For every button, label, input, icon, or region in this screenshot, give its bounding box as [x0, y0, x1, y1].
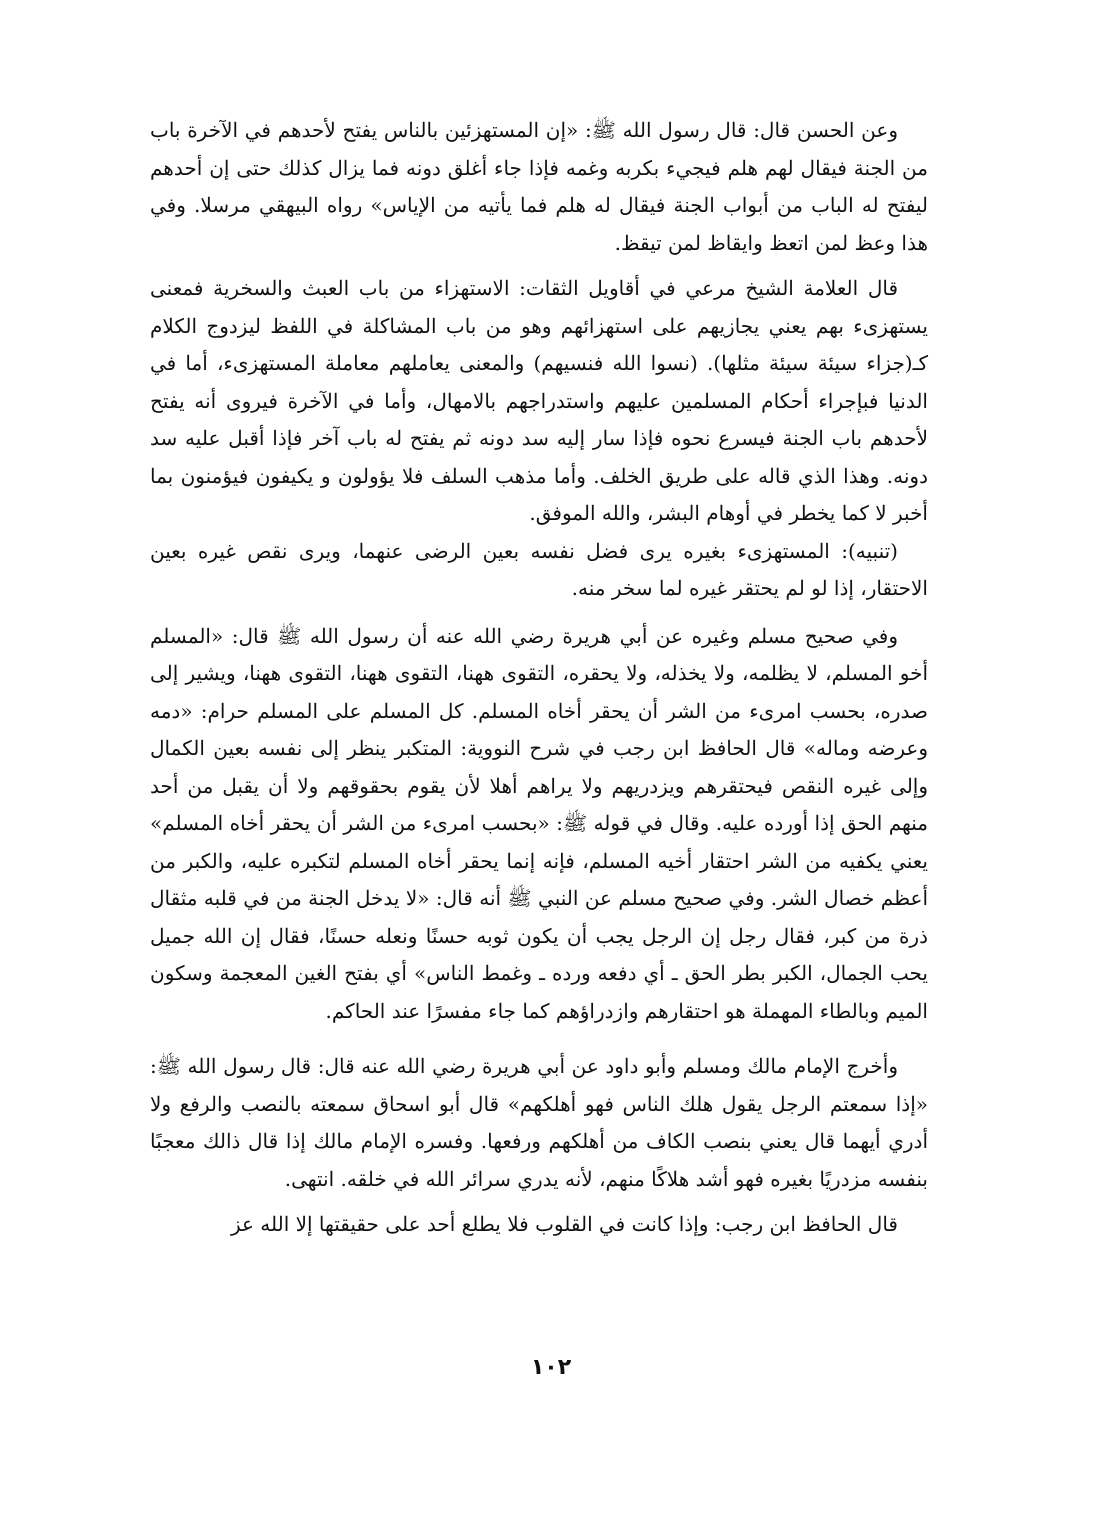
- page-body: [150, 112, 928, 1244]
- paragraph-muslim-hadith: وفي صحيح مسلم وغيره عن أبي هريرة رضي الله عنه أن رسول الله ﷺ قال: «المسلم أخو المسلم، لا يظلمه، ولا يخذله، ولا يحقره، التقوى ههنا، التقوى ههنا، التقوى ههنا، ويشير إلى صدره، بحسب امرىء من الشر أن يحقر أخاه المسلم. كل المسلم على المسلم حرام: «دمه وعرضه وماله» قال الحافظ ابن رجب في شرح النووية: المتكبر ينظر إلى نفسه بعين الكمال وإلى غيره النقص فيحتقرهم ويزدريهم ولا يراهم أهلا لأن يقوم بحقوقهم ولا أن يقبل من أحد منهم الحق إذا أورده عليه. وقال في قوله ﷺ: «بحسب امرىء من الشر أن يحقر أخاه المسلم» يعني يكفيه من الشر احتقار أخيه المسلم، فإنه إنما يحقر أخاه المسلم لتكبره عليه، والكبر من أعظم خصال الشر. وفي صحيح مسلم عن النبي ﷺ أنه قال: «لا يدخل الجنة من في قلبه مثقال ذرة من كبر، فقال رجل إن الرجل يجب أن يكون ثوبه حسنًا ونعله حسنًا، فقال إن الله جميل يحب الجمال، الكبر بطر الحق ـ أي دفعه ورده ـ وغمط الناس» أي بفتح الغين المعجمة وسكون الميم وبالطاء المهملة هو احتقارهم وازدراؤهم كما جاء مفسرًا عند الحاكم.: [150, 623, 928, 1023]
- page-number: ١٠٢: [530, 1355, 572, 1380]
- paragraph-marai-commentary: قال العلامة الشيخ مرعي في أقاويل الثقات: الاستهزاء من باب العبث والسخرية فمعنى يستهزىء بهم يعني يجازيهم على استهزائهم وهو من باب المشاكلة في اللفظ ليزدوج الكلام كـ(جزاء سيئة سيئة مثلها). (نسوا الله فنسيهم) والمعنى يعاملهم معاملة المستهزىء، أما في الدنيا فبإجراء أحكام المسلمين عليهم واستدراجهم بالامهال، وأما في الآخرة فيروى أنه يفتح لأحدهم باب الجنة فيسرع نحوه فإذا سار إليه سد دونه ثم يفتح له باب آخر فإذا أقبل عليه سد دونه. وهذا الذي قاله على طريق الخلف. وأما مذهب السلف فلا يؤولون و يكيفون فيؤمنون بما أخبر لا كما يخطر في أوهام البشر، والله الموفق.: [150, 276, 929, 525]
- paragraph-hasan-hadith: وعن الحسن قال: قال رسول الله ﷺ: «إن المستهزئين بالناس يفتح لأحدهم في الآخرة باب من الجنة فيقال لهم هلم فيجيء بكربه وغمه فإذا جاء أغلق دونه فما يزال كذلك حتى إن أحدهم ليفتح له الباب من أبواب الجنة فيقال له هلم فما يأتيه من الإياس» رواه البيهقي مرسلا. وفي هذا وعظ لمن اتعظ وايقاظ لمن تيقظ.: [150, 118, 928, 255]
- paragraph-ibn-rajab: قال الحافظ ابن رجب: وإذا كانت في القلوب فلا يطلع أحد على حقيقتها إلا الله عز: [230, 1212, 898, 1236]
- paragraph-tanbih-note: (تنبيه): المستهزىء بغيره يرى فضل نفسه بعين الرضى عنهما، ويرى نقص غيره بعين الاحتقار، إذا لو لم يحتقر غيره لما سخر منه.: [150, 538, 928, 600]
- paragraph-malik-hadith: وأخرج الإمام مالك ومسلم وأبو داود عن أبي هريرة رضي الله عنه قال: قال رسول الله ﷺ: «إذا سمعتم الرجل يقول هلك الناس فهو أهلكهم» قال أبو اسحاق سمعته بالنصب والرفع ولا أدري أيهما قال يعني بنصب الكاف من أهلكهم ورفعها. وفسره الإمام مالك إذا قال ذالك معجبًا بنفسه مزدريًا بغيره فهو أشد هلاكًا منهم، لأنه يدري سرائر الله في خلقه. انتهى.: [150, 1054, 928, 1191]
